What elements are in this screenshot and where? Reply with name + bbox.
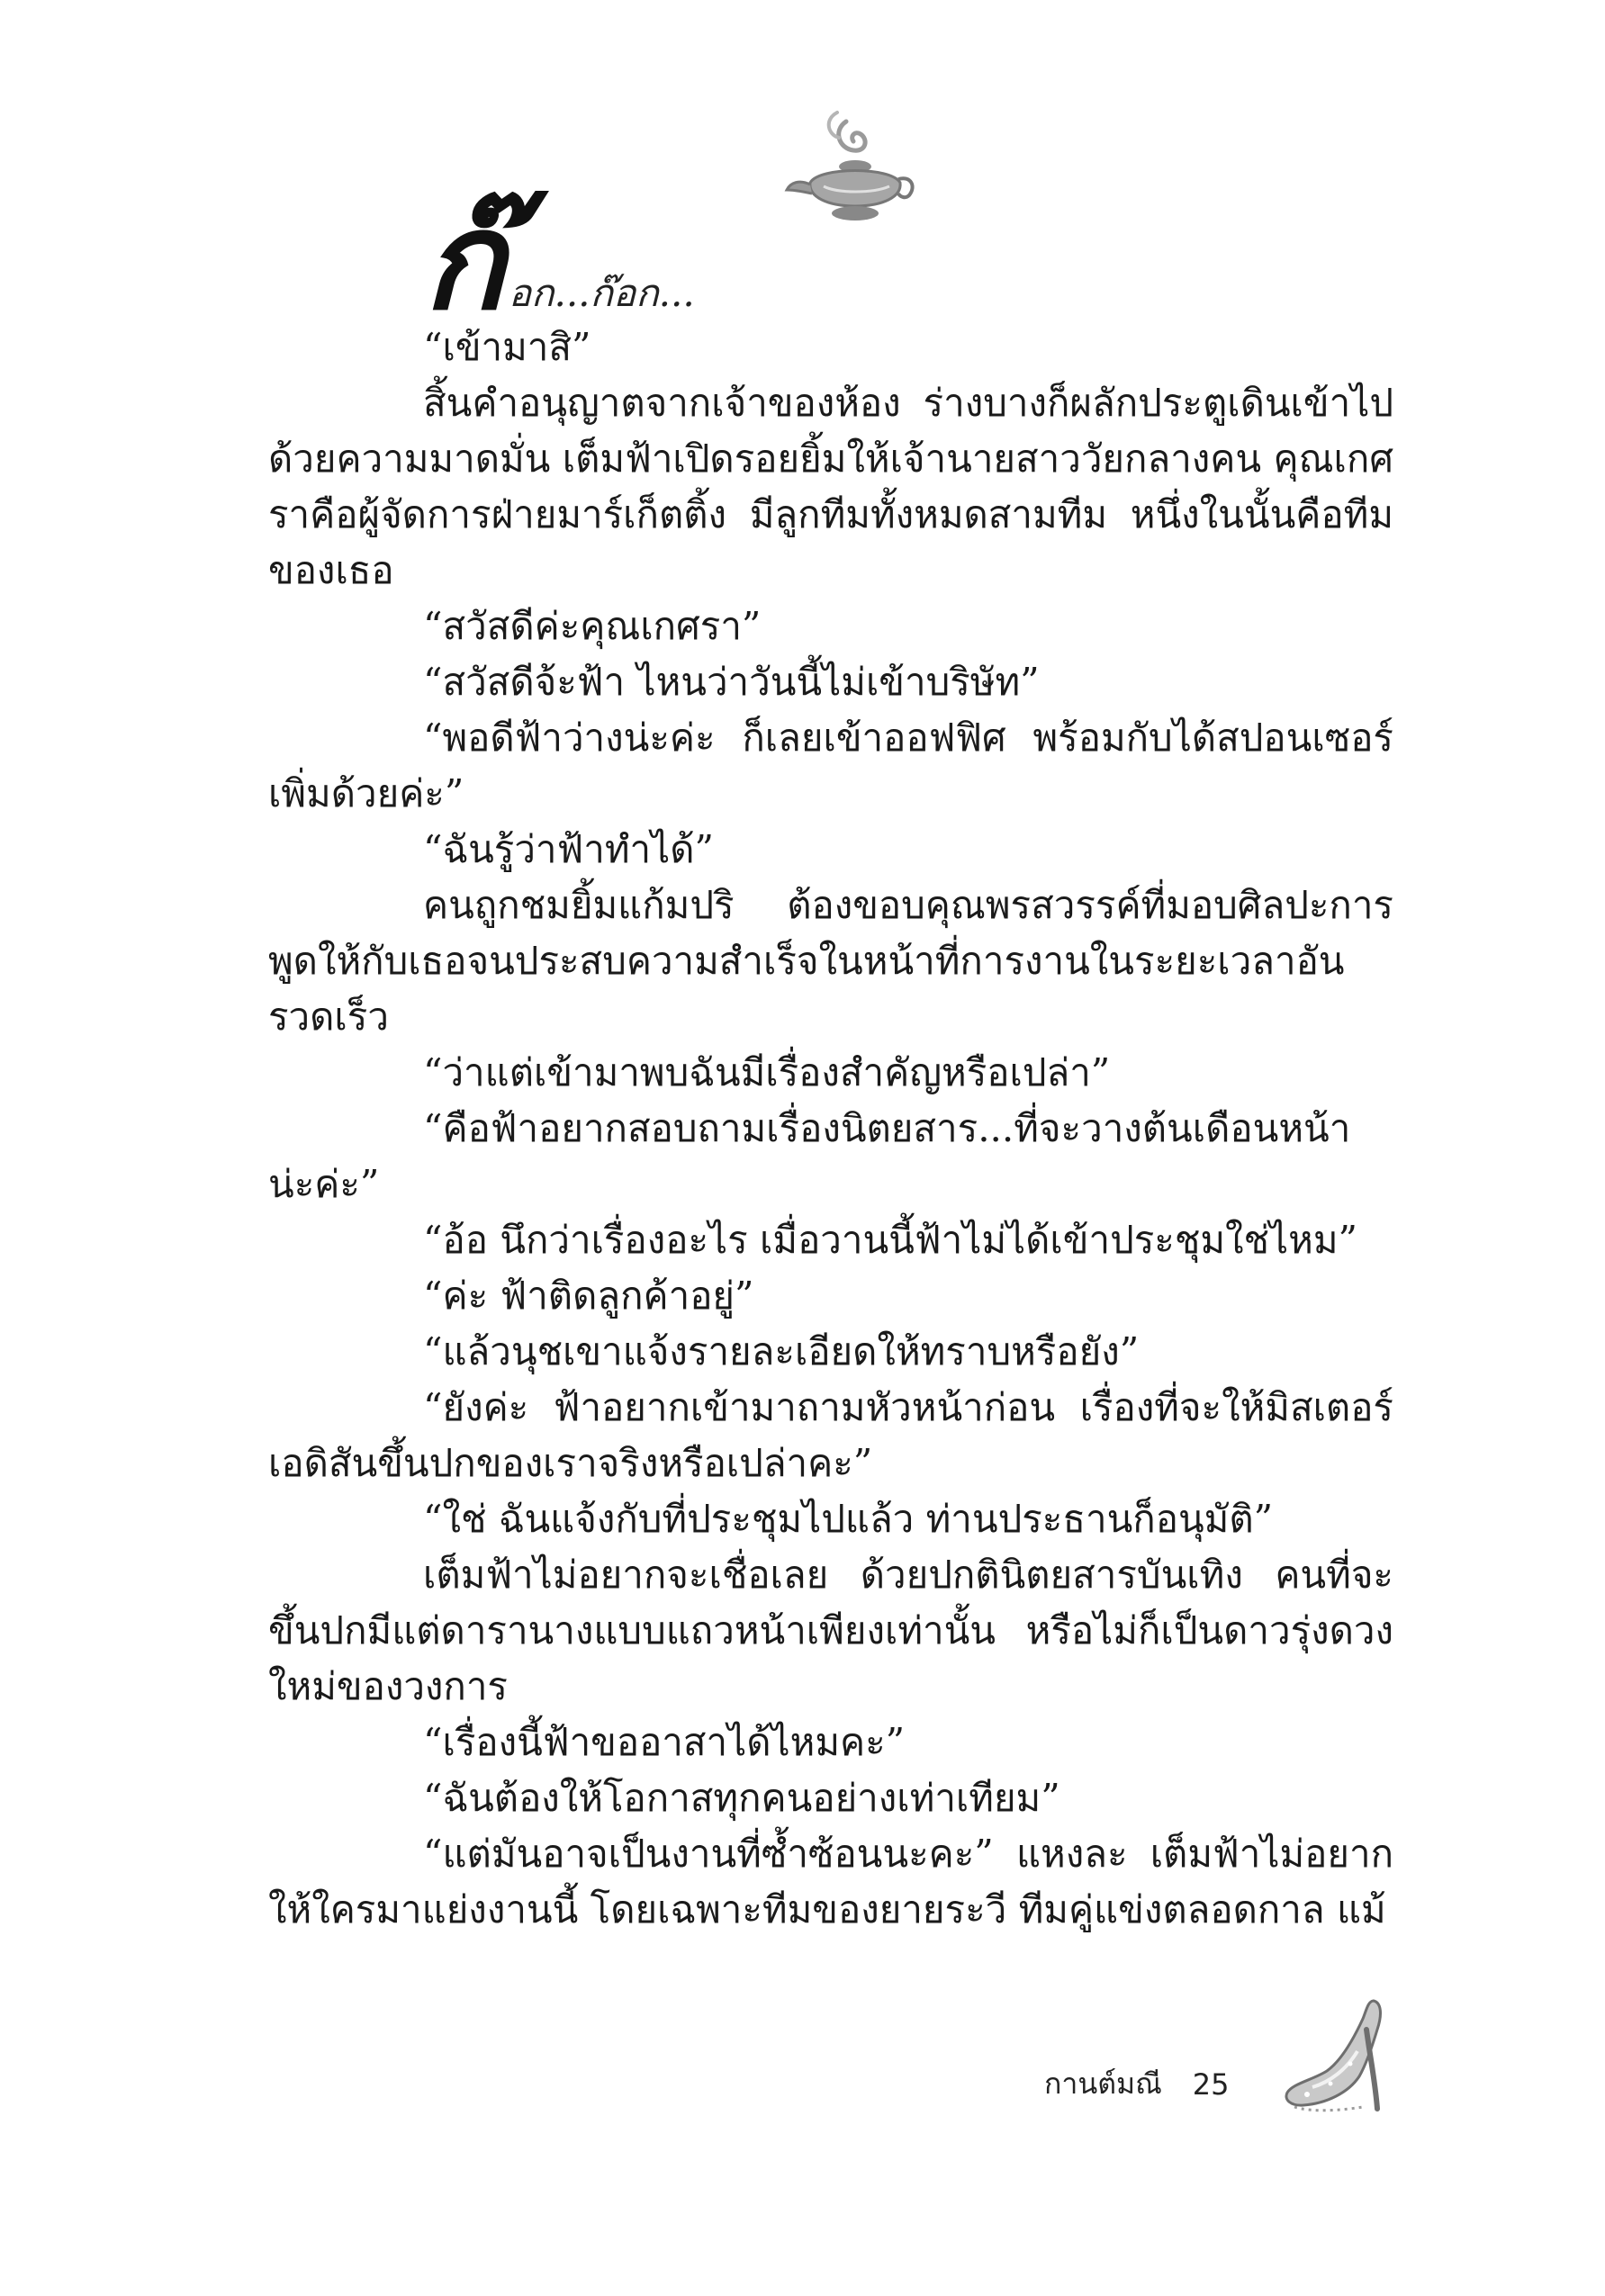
opening-sound-text: อก...ก๊อก... xyxy=(508,271,695,315)
paragraph: เต็มฟ้าไม่อยากจะเชื่อเลย ด้วยปกตินิตยสารบันเทิง คนที่จะขึ้นปกมีแต่ดารานางแบบแถวหน้าเพียงเท่านั้น หรือไม่ก็เป็นดาวรุ่งดวงใหม่ของวงการ xyxy=(268,1553,1393,1708)
paragraph: “พอดีฟ้าว่างน่ะค่ะ ก็เลยเข้าออฟฟิศ พร้อมกับได้สปอนเซอร์เพิ่มด้วยค่ะ” xyxy=(268,716,1393,815)
book-title: กานต์มณี xyxy=(1044,2066,1162,2101)
paragraph: “ยังค่ะ ฟ้าอยากเข้ามาถามหัวหน้าก่อน เรื่องที่จะให้มิสเตอร์เอดิสันขึ้นปกของเราจริงหรือเปล่าคะ” xyxy=(268,1385,1393,1485)
paragraph: “สวัสดีค่ะคุณเกศรา” xyxy=(423,604,762,648)
paragraph: “แล้วนุชเขาแจ้งรายละเอียดให้ทราบหรือยัง” xyxy=(423,1329,1140,1373)
paragraph: “เรื่องนี้ฟ้าขออาสาได้ไหมคะ” xyxy=(423,1720,906,1764)
paragraph: สิ้นคำอนุญาตจากเจ้าของห้อง ร่างบางก็ผลักประตูเดินเข้าไปด้วยความมาดมั่น เต็มฟ้าเปิดรอยยิ้มให้เจ้านายสาววัยกลางคน คุณเกศราคือผู้จัดการฝ่ายมาร์เก็ตติ้ง มีลูกทีมทั้งหมดสามทีม หนึ่งในนั้นคือทีมของเธอ xyxy=(268,381,1393,592)
paragraph: “สวัสดีจ้ะฟ้า ไหนว่าวันนี้ไม่เข้าบริษัท” xyxy=(423,660,1040,704)
drop-cap: ก๊ xyxy=(423,182,505,340)
genie-lamp-icon xyxy=(783,104,918,230)
paragraph: “ว่าแต่เข้ามาพบฉันมีเรื่องสำคัญหรือเปล่า” xyxy=(423,1050,1111,1094)
paragraph: “คือฟ้าอยากสอบถามเรื่องนิตยสาร...ที่จะวางต้นเดือนหน้าน่ะค่ะ” xyxy=(268,1106,1351,1206)
paragraph: “อ้อ นึกว่าเรื่องอะไร เมื่อวานนี้ฟ้าไม่ได้เข้าประชุมใช่ไหม” xyxy=(423,1218,1358,1262)
chapter-opening xyxy=(423,182,695,340)
paragraph: “ค่ะ ฟ้าติดลูกค้าอยู่” xyxy=(423,1274,754,1318)
paragraph: “เข้ามาสิ” xyxy=(423,325,591,369)
paragraph: “ใช่ ฉันแจ้งกับที่ประชุมไปแล้ว ท่านประธานก็อนุมัติ” xyxy=(423,1497,1274,1541)
body-text xyxy=(268,320,1393,1938)
paragraph: คนถูกชมยิ้มแก้มปริ ต้องขอบคุณพรสวรรค์ที่มอบศิลปะการพูดให้กับเธอจนประสบความสำเร็จในหน้าที่การงานในระยะเวลาอันรวดเร็ว xyxy=(268,883,1393,1039)
glass-slipper-icon xyxy=(1276,1994,1393,2120)
paragraph: “ฉันต้องให้โอกาสทุกคนอย่างเท่าเทียม” xyxy=(423,1776,1060,1820)
page-number: 25 xyxy=(1192,2066,1230,2102)
paragraph: “ฉันรู้ว่าฟ้าทำได้” xyxy=(423,827,714,871)
paragraph: “แต่มันอาจเป็นงานที่ซ้ำซ้อนนะคะ” แหงละ เต็มฟ้าไม่อยากให้ใครมาแย่งงานนี้ โดยเฉพาะทีมของยายระวี ทีมคู่แข่งตลอดกาล แม้ xyxy=(268,1832,1393,1931)
page-footer xyxy=(1044,2061,1230,2107)
